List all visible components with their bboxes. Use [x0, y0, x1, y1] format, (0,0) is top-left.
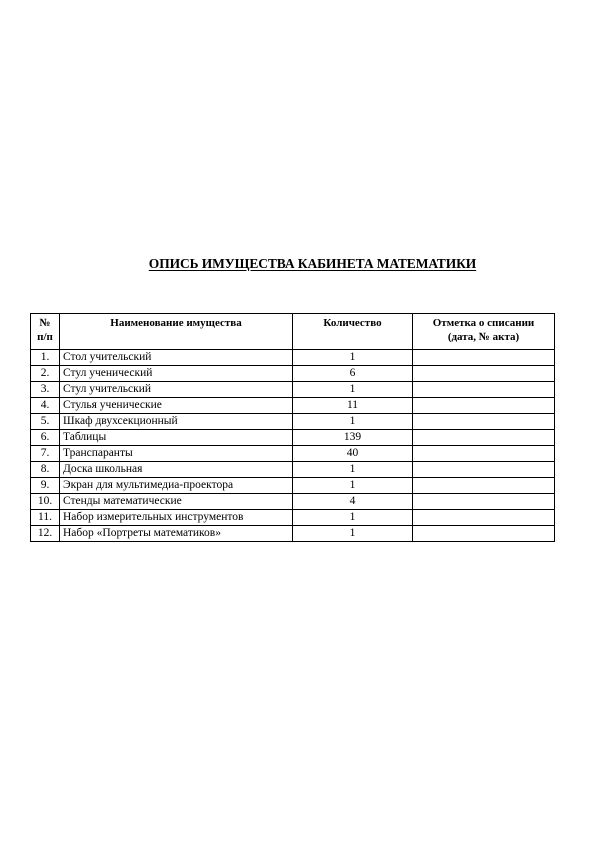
table-row [31, 366, 555, 382]
row-quantity: 11 [293, 398, 413, 414]
row-name: Стулья ученические [60, 398, 293, 414]
row-number: 4. [31, 398, 60, 414]
row-number: 11. [31, 510, 60, 526]
document-title: ОПИСЬ ИМУЩЕСТВА КАБИНЕТА МАТЕМАТИКИ [148, 256, 477, 271]
table-row [31, 478, 555, 494]
row-name: Таблицы [60, 430, 293, 446]
row-name: Стенды математические [60, 494, 293, 510]
header-writeoff-line1: Отметка о списании [432, 317, 535, 329]
row-writeoff [413, 350, 555, 366]
header-writeoff [413, 314, 555, 350]
table-row [31, 446, 555, 462]
row-writeoff [413, 398, 555, 414]
row-name: Шкаф двухсекционный [60, 414, 293, 430]
row-number: 8. [31, 462, 60, 478]
table-row [31, 414, 555, 430]
row-number: 10. [31, 494, 60, 510]
row-number: 6. [31, 430, 60, 446]
row-quantity: 1 [293, 350, 413, 366]
row-writeoff [413, 510, 555, 526]
header-name: Наименование имущества [60, 314, 293, 350]
header-number [31, 314, 60, 350]
row-name: Доска школьная [60, 462, 293, 478]
table-row [31, 398, 555, 414]
row-quantity: 1 [293, 526, 413, 542]
row-writeoff [413, 382, 555, 398]
row-name: Транспаранты [60, 446, 293, 462]
row-quantity: 4 [293, 494, 413, 510]
row-name: Набор измерительных инструментов [60, 510, 293, 526]
row-number: 7. [31, 446, 60, 462]
row-number: 5. [31, 414, 60, 430]
row-writeoff [413, 414, 555, 430]
table-row [31, 350, 555, 366]
row-number: 9. [31, 478, 60, 494]
row-writeoff [413, 526, 555, 542]
row-writeoff [413, 478, 555, 494]
row-name: Стул ученический [60, 366, 293, 382]
row-writeoff [413, 430, 555, 446]
table-row [31, 430, 555, 446]
row-quantity: 6 [293, 366, 413, 382]
row-number: 2. [31, 366, 60, 382]
table-row [31, 510, 555, 526]
row-number: 12. [31, 526, 60, 542]
row-name: Стол учительский [60, 350, 293, 366]
row-quantity: 139 [293, 430, 413, 446]
table-row [31, 526, 555, 542]
row-name: Экран для мультимедиа-проектора [60, 478, 293, 494]
header-number-line2: п/п [37, 331, 53, 343]
header-quantity: Количество [293, 314, 413, 350]
row-writeoff [413, 494, 555, 510]
row-quantity: 1 [293, 478, 413, 494]
row-quantity: 40 [293, 446, 413, 462]
row-writeoff [413, 462, 555, 478]
header-number-line1: № [39, 317, 51, 329]
row-name: Набор «Портреты математиков» [60, 526, 293, 542]
row-quantity: 1 [293, 414, 413, 430]
table-row [31, 494, 555, 510]
table-header-row [31, 314, 555, 350]
row-quantity: 1 [293, 382, 413, 398]
table-body [31, 350, 555, 542]
header-writeoff-line2: (дата, № акта) [447, 331, 520, 343]
row-number: 1. [31, 350, 60, 366]
row-quantity: 1 [293, 510, 413, 526]
row-writeoff [413, 366, 555, 382]
table-row [31, 382, 555, 398]
inventory-table [30, 313, 555, 542]
row-number: 3. [31, 382, 60, 398]
table-row [31, 462, 555, 478]
row-name: Стул учительский [60, 382, 293, 398]
row-quantity: 1 [293, 462, 413, 478]
row-writeoff [413, 446, 555, 462]
